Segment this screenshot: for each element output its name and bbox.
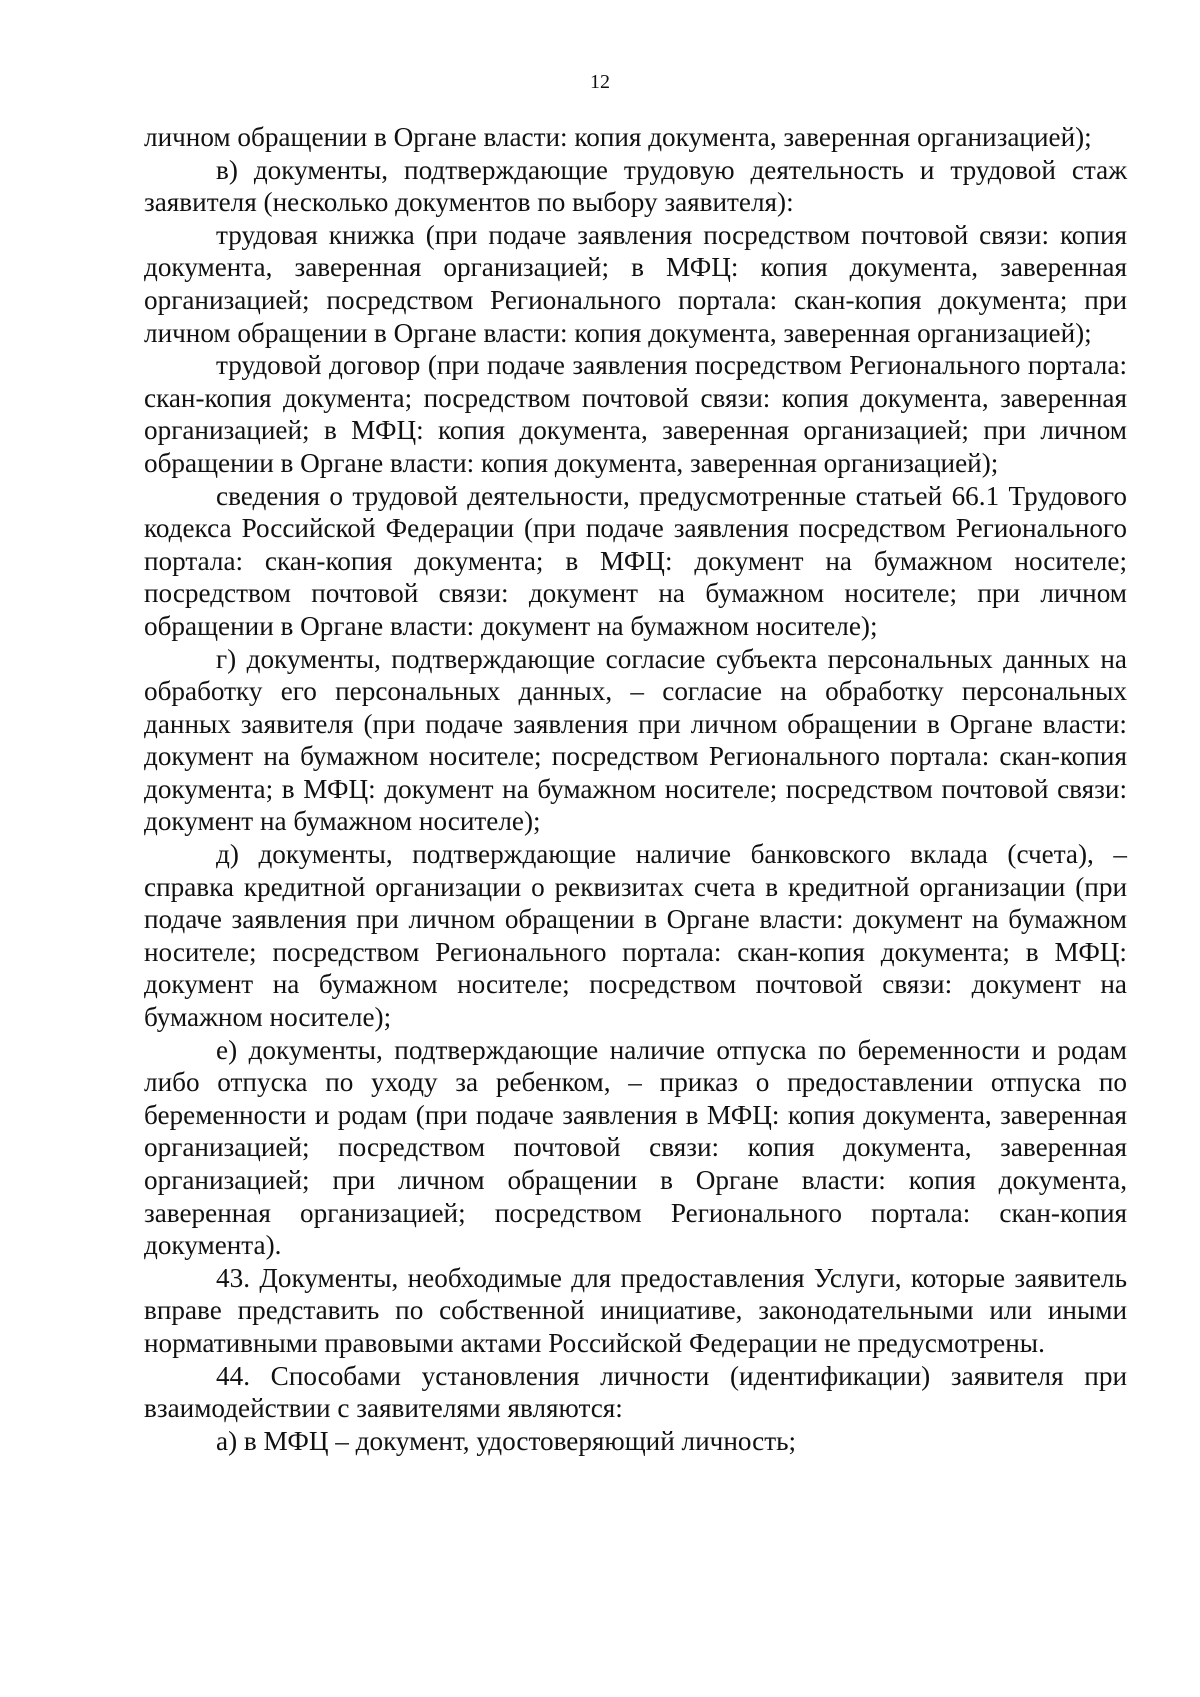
paragraph-43: 43. Документы, необходимые для предоставления Услуги, которые заявитель вправе представить по собственной инициативе, законодательными или иными нормативными правовыми актами Российской Федерации не предусмотрены.: [144, 1262, 1127, 1358]
paragraph-item-d: д) документы, подтверждающие наличие банковского вклада (счета), – справка кредитной организации о реквизитах счета в кредитной организации (при подаче заявления при личном обращении в Органе власти: документ на бумажном носителе; посредством Регионального портала: скан-копия документа; в МФЦ: документ на бумажном носителе; посредством почтовой связи: документ на бумажном носителе);: [144, 839, 1127, 1033]
paragraph-work-records: сведения о трудовой деятельности, предусмотренные статьей 66.1 Трудового кодекса Российской Федерации (при подаче заявления посредством Регионального портала: скан-копия документа; в МФЦ: документ на бумажном носителе; посредством почтовой связи: документ на бумажном носителе; при личном обращении в Органе власти: документ на бумажном носителе);: [144, 480, 1127, 641]
document-body: [144, 121, 1127, 1457]
paragraph-item-v: в) документы, подтверждающие трудовую деятельность и трудовой стаж заявителя (несколько документов по выбору заявителя):: [144, 154, 1127, 218]
paragraph-employment-contract: трудовой договор (при подаче заявления посредством Регионального портала: скан-копия документа; посредством почтовой связи: копия документа, заверенная организацией; в МФЦ: копия документа, заверенная организацией; при личном обращении в Органе власти: копия документа, заверенная организацией);: [144, 350, 1127, 478]
paragraph-item-g: г) документы, подтверждающие согласие субъекта персональных данных на обработку его персональных данных, – согласие на обработку персональных данных заявителя (при подаче заявления при личном обращении в Органе власти: документ на бумажном носителе; посредством Регионального портала: скан-копия документа; в МФЦ: документ на бумажном носителе; посредством почтовой связи: документ на бумажном носителе);: [144, 643, 1127, 837]
paragraph-continuation: личном обращении в Органе власти: копия документа, заверенная организацией);: [144, 122, 1092, 152]
paragraph-item-e: е) документы, подтверждающие наличие отпуска по беременности и родам либо отпуска по уходу за ребенком, – приказ о предоставлении отпуска по беременности и родам (при подаче заявления в МФЦ: копия документа, заверенная организацией; посредством почтовой связи: копия документа, заверенная организацией; при личном обращении в Органе власти: копия документа, заверенная организацией; посредством Регионального портала: скан-копия документа).: [144, 1034, 1127, 1261]
paragraph-44-item-a: а) в МФЦ – документ, удостоверяющий личность;: [216, 1425, 797, 1456]
page-number: 12: [590, 71, 610, 93]
paragraph-44: 44. Способами установления личности (идентификации) заявителя при взаимодействии с заявителями являются:: [144, 1360, 1127, 1424]
paragraph-work-book: трудовая книжка (при подаче заявления посредством почтовой связи: копия документа, заверенная организацией; в МФЦ: копия документа, заверенная организацией; посредством Регионального портала: скан-копия документа; при личном обращении в Органе власти: копия документа, заверенная организацией);: [144, 219, 1127, 348]
